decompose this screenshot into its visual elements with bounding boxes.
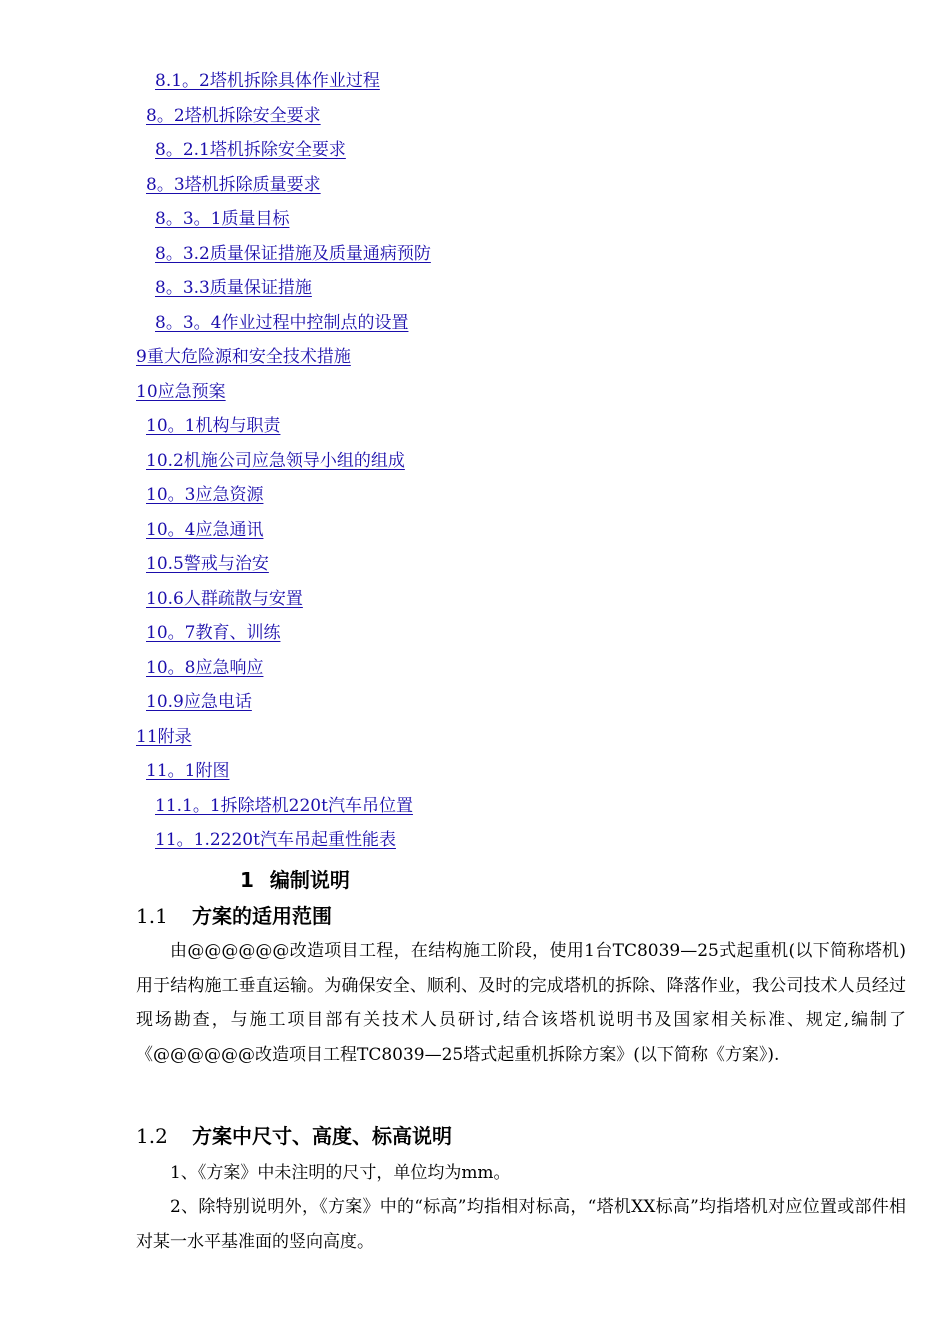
section-number: 1.1: [136, 904, 168, 928]
toc-link[interactable]: 10.2机施公司应急领导小组的组成: [146, 450, 405, 471]
toc-link[interactable]: 11。1附图: [146, 761, 230, 781]
chapter-heading: [240, 867, 350, 893]
toc-entry: [146, 588, 303, 610]
toc-link[interactable]: 10。1机构与职责: [146, 416, 281, 436]
toc-link[interactable]: 10。8应急响应: [146, 657, 264, 678]
toc-entry: [146, 450, 405, 472]
toc-entry: [146, 415, 280, 437]
section-heading-1-1: [136, 903, 332, 929]
toc-link[interactable]: 10应急预案: [136, 381, 226, 402]
toc-link[interactable]: 10。4应急通讯: [146, 519, 264, 540]
toc-entry: [136, 381, 226, 403]
toc-link[interactable]: 11附录: [136, 726, 192, 747]
toc-link[interactable]: 8.1。2塔机拆除具体作业过程: [155, 71, 380, 91]
chapter-number: 1: [240, 868, 254, 892]
section-title: 方案的适用范围: [192, 904, 332, 928]
toc-entry: [146, 553, 269, 575]
toc-link[interactable]: 10.9应急电话: [146, 692, 252, 712]
toc-entry: [155, 829, 396, 851]
toc-entry: [146, 174, 321, 196]
toc-entry: [146, 105, 321, 127]
scope-paragraph: 由@@@@@@改造项目工程，在结构施工阶段，使用1台TC8039—25式起重机(以下简称塔机)用于结构施工垂直运输。为确保安全、顺利、及时的完成塔机的拆除、降落作业，我公司技术人员经过现场勘查，与施工项目部有关技术人员研讨,结合该塔机说明书及国家相关标准、规定,编制了《@@@@@@改造项目工程TC8039—25塔式起重机拆除方案》(以下简称《方案》).: [136, 941, 906, 1065]
toc-link[interactable]: 10.6人群疏散与安置: [146, 588, 303, 609]
toc-link[interactable]: 11.1。1拆除塔机220t汽车吊位置: [155, 795, 413, 816]
toc-link[interactable]: 8。3。1质量目标: [155, 209, 290, 229]
toc-link[interactable]: 10。7教育、训练: [146, 623, 281, 643]
toc-entry: [146, 657, 263, 679]
toc-entry: [155, 70, 380, 92]
toc-entry: [155, 277, 312, 299]
toc-entry: [155, 243, 431, 265]
toc-link[interactable]: 8。3.3质量保证措施: [155, 278, 312, 298]
toc-link[interactable]: 10.5警戒与治安: [146, 554, 269, 574]
toc-link[interactable]: 11。1.2220t汽车吊起重性能表: [155, 830, 396, 850]
elevation-note-paragraph: 2、除特别说明外，《方案》中的“标高”均指相对标高，“塔机XX标高”均指塔机对应位置或部件相对某一水平基准面的竖向高度。: [136, 1197, 906, 1252]
chapter-title: 编制说明: [269, 868, 350, 892]
section-number: 1.2: [136, 1124, 168, 1148]
toc-entry: [155, 795, 413, 817]
toc-entry: [146, 760, 229, 782]
toc-entry: [155, 208, 289, 230]
toc-entry: [136, 726, 192, 748]
toc-link[interactable]: 8。2塔机拆除安全要求: [146, 105, 321, 126]
toc-entry: [146, 691, 252, 713]
toc-link[interactable]: 8。3。4作业过程中控制点的设置: [155, 312, 409, 333]
toc-entry: [146, 484, 263, 506]
toc-entry: [155, 312, 408, 334]
toc-link[interactable]: 10。3应急资源: [146, 485, 264, 505]
toc-link[interactable]: 8。3.2质量保证措施及质量通病预防: [155, 243, 431, 264]
toc-entry: [146, 519, 263, 541]
toc-entry: [155, 139, 346, 161]
toc-entry: [146, 622, 280, 644]
section-title: 方案中尺寸、高度、标高说明: [192, 1124, 452, 1148]
toc-link[interactable]: 8。3塔机拆除质量要求: [146, 174, 321, 195]
toc-entry: [136, 346, 351, 368]
section-heading-1-2: [136, 1123, 452, 1149]
toc-link[interactable]: 9重大危险源和安全技术措施: [136, 347, 351, 367]
units-note-paragraph: 1、《方案》中未注明的尺寸，单位均为mm。: [170, 1163, 511, 1183]
toc-link[interactable]: 8。2.1塔机拆除安全要求: [155, 140, 346, 160]
